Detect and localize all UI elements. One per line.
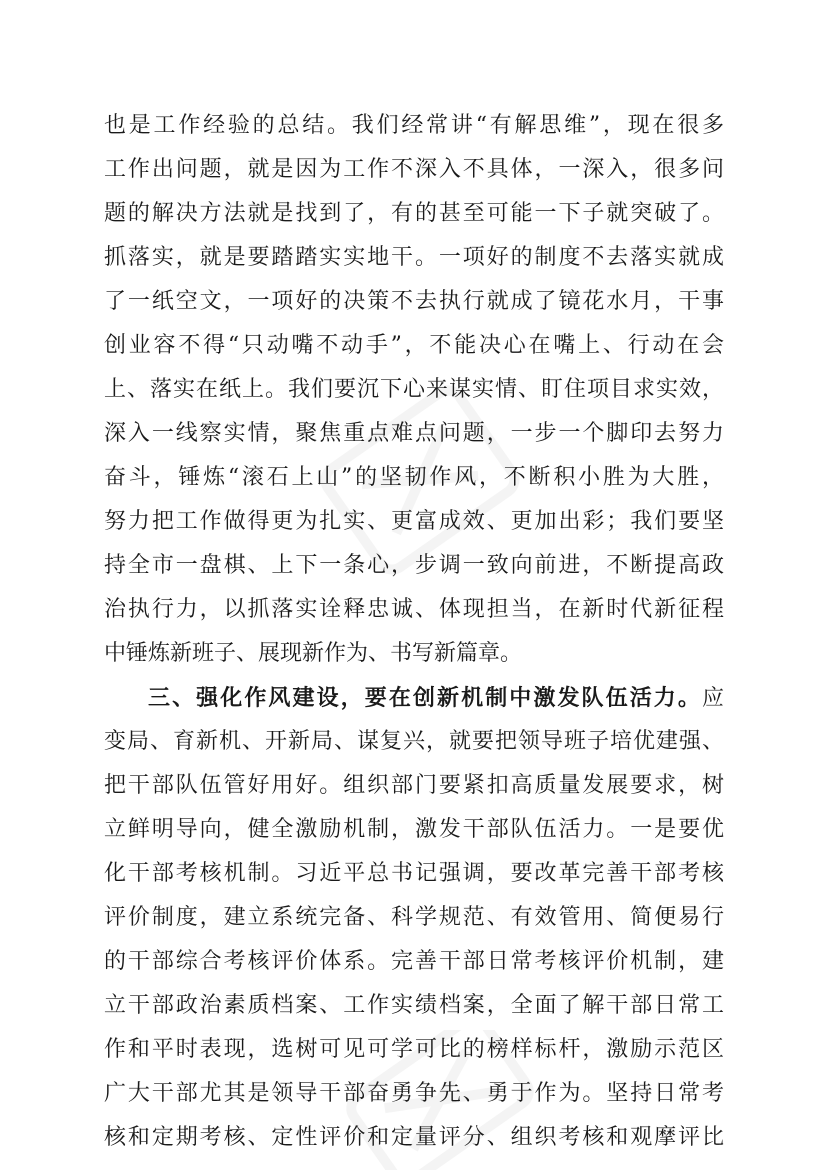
paragraph-1-line-11: 持全市一盘棋、上下一条心，步调一致向前进，不断提高政 bbox=[104, 553, 724, 578]
paragraph-1-line-4: 抓落实，就是要踏踏实实地干。一项好的制度不去落实就成 bbox=[104, 245, 724, 270]
paragraph-1-line-13: 中锤炼新班子、展现新作为、书写新篇章。 bbox=[104, 641, 523, 666]
section-3-first-line bbox=[148, 678, 724, 718]
paragraph-1-line-10: 努力把工作做得更为扎实、更富成效、更加出彩；我们要坚 bbox=[104, 509, 724, 534]
section-3-line-11: 核和定期考核、定性评价和定量评分、组织考核和观摩评比 bbox=[104, 1125, 724, 1150]
section-3-line-6: 评价制度，建立系统完备、科学规范、有效管用、简便易行 bbox=[104, 905, 724, 930]
section-3-first-line-tail: 应 bbox=[701, 686, 724, 711]
section-3-heading: 三、强化作风建设，要在创新机制中激发队伍活力。 bbox=[148, 685, 702, 711]
paragraph-1-line-8: 深入一线察实情，聚焦重点难点问题，一步一个脚印去努力 bbox=[104, 421, 724, 446]
paragraph-1-line-2: 工作出问题，就是因为工作不深入不具体，一深入，很多问 bbox=[104, 157, 724, 182]
section-3-line-2: 变局、育新机、开新局、谋复兴，就要把领导班子培优建强、 bbox=[104, 729, 724, 754]
section-3-line-7: 的干部综合考核评价体系。完善干部日常考核评价机制，建 bbox=[104, 949, 724, 974]
paragraph-1-line-9: 奋斗，锤炼“滚石上山”的坚韧作风，不断积小胜为大胜， bbox=[104, 465, 724, 490]
section-3-line-4: 立鲜明导向，健全激励机制，激发干部队伍活力。一是要优 bbox=[104, 817, 724, 842]
section-3-line-5: 化干部考核机制。习近平总书记强调，要改革完善干部考核 bbox=[104, 861, 724, 886]
paragraph-1-line-5: 了一纸空文，一项好的决策不去执行就成了镜花水月，干事 bbox=[104, 289, 724, 314]
section-3-line-9: 作和平时表现，选树可见可学可比的榜样标杆，激励示范区 bbox=[104, 1037, 724, 1062]
paragraph-1-line-12: 治执行力，以抓落实诠释忠诚、体现担当，在新时代新征程 bbox=[104, 597, 724, 622]
paragraph-1-line-3: 题的解决方法就是找到了，有的甚至可能一下子就突破了。 bbox=[104, 201, 724, 226]
paragraph-1-line-7: 上、落实在纸上。我们要沉下心来谋实情、盯住项目求实效， bbox=[104, 377, 724, 402]
section-3-line-10: 广大干部尤其是领导干部奋勇争先、勇于作为。坚持日常考 bbox=[104, 1081, 724, 1106]
section-3-line-3: 把干部队伍管好用好。组织部门要紧扣高质量发展要求，树 bbox=[104, 773, 724, 798]
paragraph-1-line-1: 也是工作经验的总结。我们经常讲“有解思维”，现在很多 bbox=[104, 113, 724, 138]
section-3-line-8: 立干部政治素质档案、工作实绩档案，全面了解干部日常工 bbox=[104, 993, 724, 1018]
paragraph-1-line-6: 创业容不得“只动嘴不动手”，不能决心在嘴上、行动在会 bbox=[104, 333, 724, 358]
